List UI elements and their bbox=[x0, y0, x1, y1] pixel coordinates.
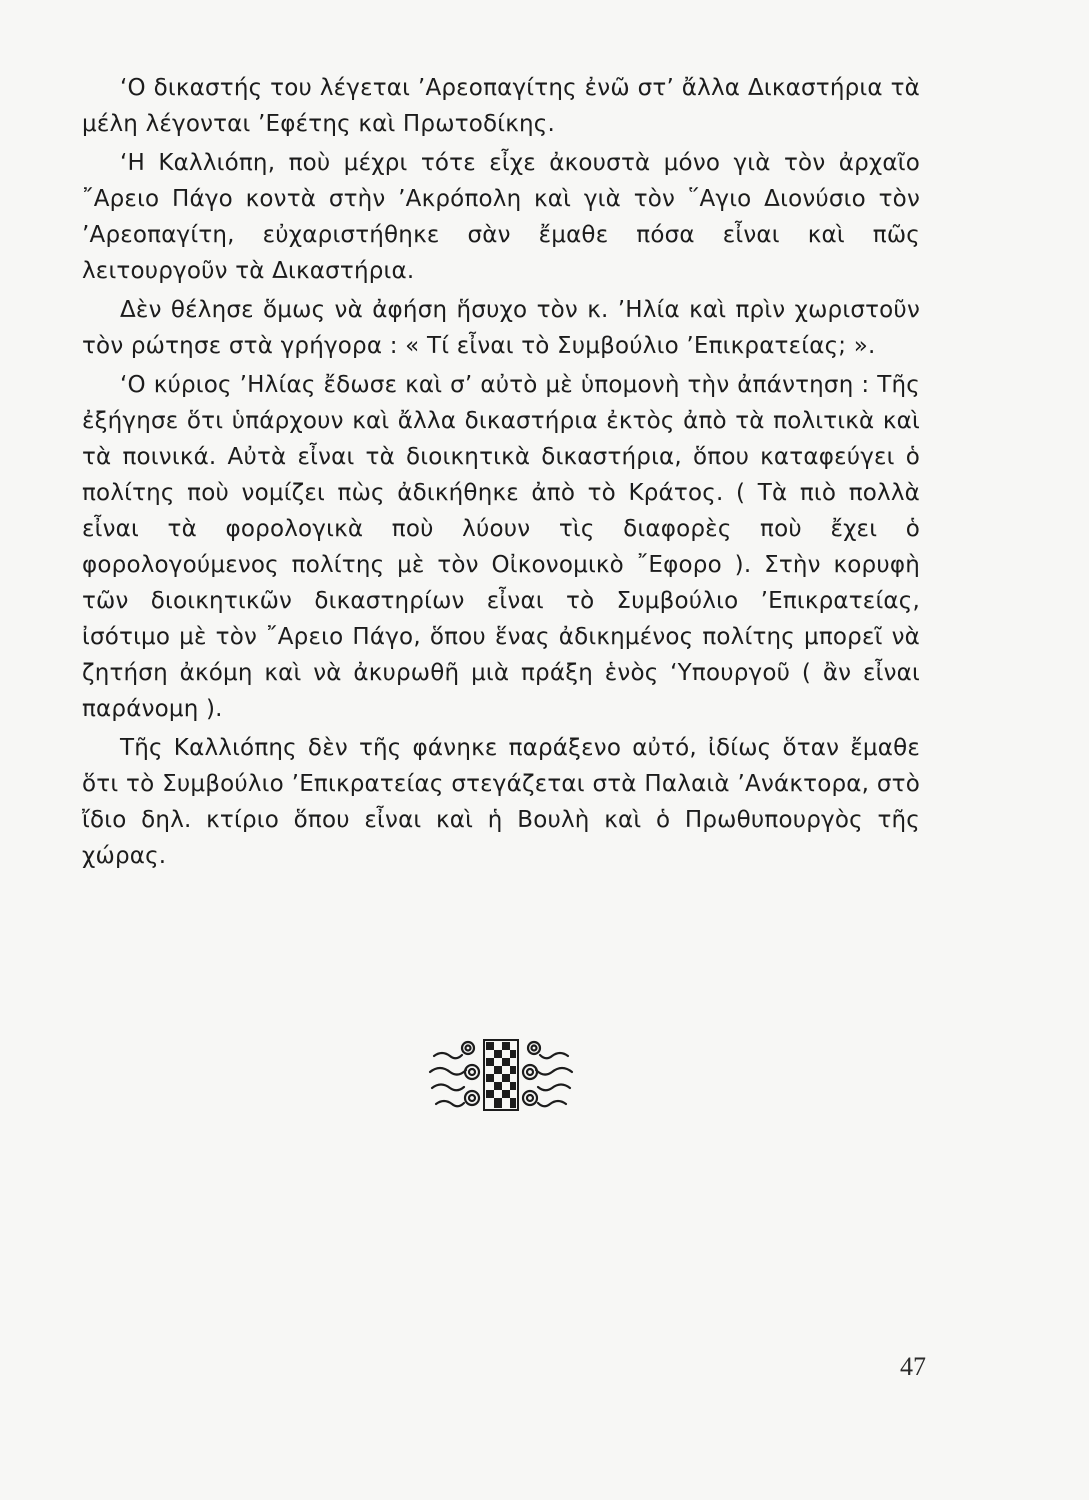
paragraph-3: Δὲν θέλησε ὅμως νὰ ἀφήση ἥσυχο τὸν κ. ’Ηλία καὶ πρὶν χωριστοῦν τὸν ρώτησε στὰ γρήγορα : « Τί εἶναι τὸ Συμβούλιο ’Επικρατείας; ». bbox=[82, 297, 920, 359]
paragraph-4: ‘Ο κύριος ’Ηλίας ἔδωσε καὶ σ’ αὐτὸ μὲ ὑπομονὴ τὴν ἀπάντηση : Τῆς ἐξήγησε ὅτι ὑπάρχουν καὶ ἄλλα δικαστήρια ἐκτὸς ἀπὸ τὰ πολιτικὰ καὶ τὰ ποινικά. Αὐτὰ εἶναι τὰ διοικητικὰ δικαστήρια, ὅπου καταφεύγει ὁ πολίτης ποὺ νομίζει πὼς ἀδικήθηκε ἀπὸ τὸ Κράτος. ( Τὰ πιὸ πολλὰ εἶναι τὰ φορολογικὰ ποὺ λύουν τὶς διαφορὲς ποὺ ἔχει ὁ φορολογούμενος πολίτης μὲ τὸν Οἰκονομικὸ ῎Εφορο ). Στὴν κορυφὴ τῶν διοικητικῶν δικαστηρίων εἶναι τὸ Συμβούλιο ’Επικρατείας, ἰσότιμο μὲ τὸν ῎Αρειο Πάγο, ὅπου ἕνας ἀδικημένος πολίτης μπορεῖ νὰ ζητήση ἀκόμη καὶ νὰ ἀκυρωθῆ μιὰ πράξη ἑνὸς ‘Υπουργοῦ ( ἂν εἶναι παράνομη ). bbox=[82, 372, 920, 722]
page-body bbox=[82, 70, 920, 874]
paragraph-1: ‘Ο δικαστής του λέγεται ’Αρεοπαγίτης ἐνῶ στ’ ἄλλα Δικαστήρια τὰ μέλη λέγονται ’Εφέτης καὶ Πρωτοδίκης. bbox=[82, 75, 920, 137]
page-number: 47 bbox=[900, 1352, 926, 1381]
greek-key-ornament-icon bbox=[428, 1036, 574, 1114]
paragraph-5: Τῆς Καλλιόπης δὲν τῆς φάνηκε παράξενο αὐτό, ἰδίως ὅταν ἔμαθε ὅτι τὸ Συμβούλιο ’Επικρατείας στεγάζεται στὰ Παλαιὰ ’Ανάκτορα, στὸ ἴδιο δηλ. κτίριο ὅπου εἶναι καὶ ἡ Βουλὴ καὶ ὁ Πρωθυπουργὸς τῆς χώρας. bbox=[82, 735, 920, 869]
paragraph-2: ‘Η Καλλιόπη, ποὺ μέχρι τότε εἶχε ἀκουστὰ μόνο γιὰ τὸν ἀρχαῖο ῎Αρειο Πάγο κοντὰ στὴν ’Ακρόπολη καὶ γιὰ τὸν ῞Αγιο Διονύσιο τὸν ’Αρεοπαγίτη, εὐχαριστήθηκε σὰν ἔμαθε πόσα εἶναι καὶ πῶς λειτουργοῦν τὰ Δικαστήρια. bbox=[82, 150, 920, 284]
